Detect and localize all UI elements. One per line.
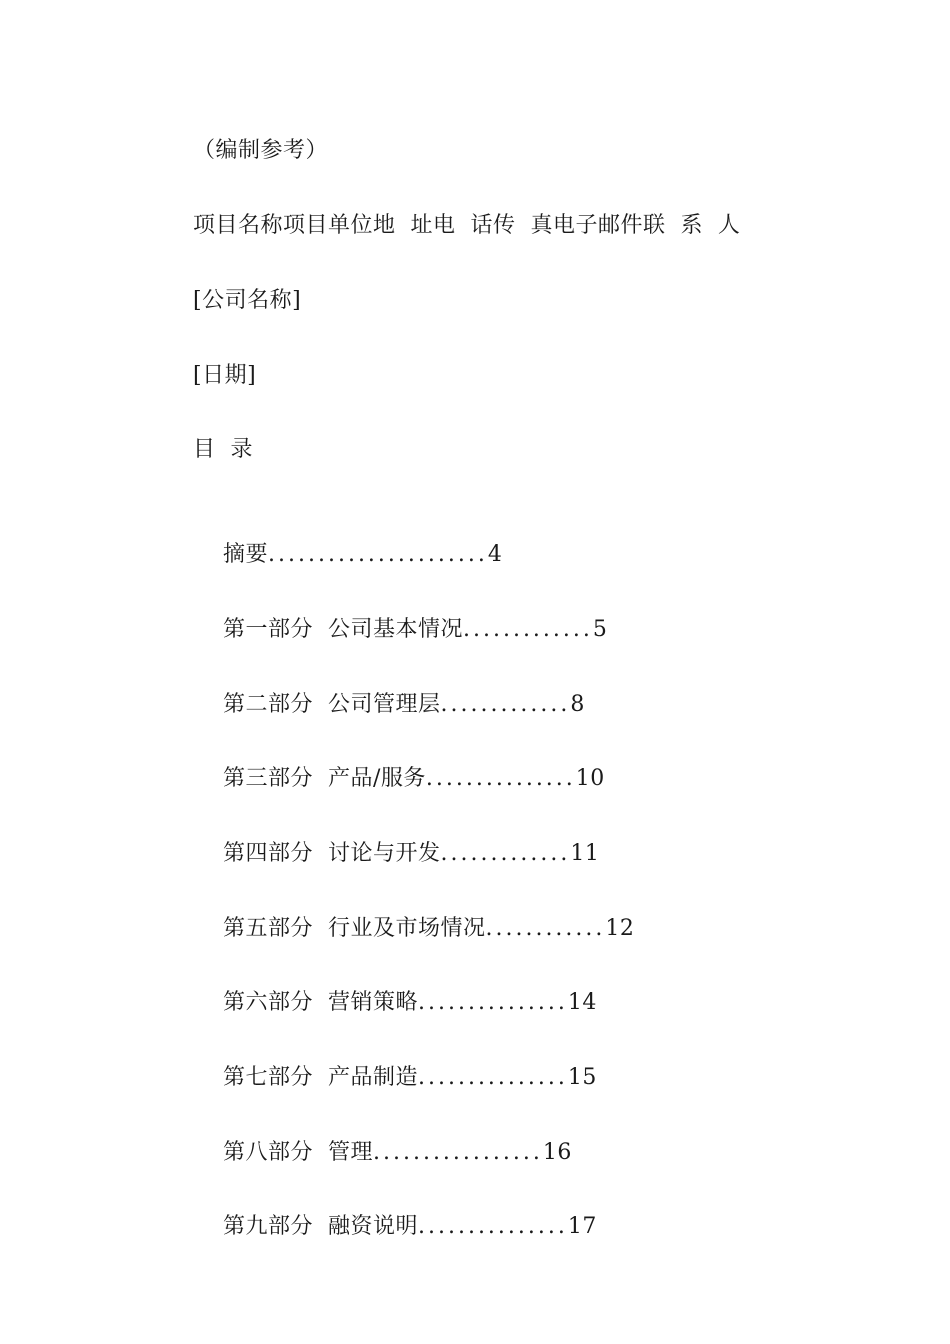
toc-entry-page: 12	[605, 916, 635, 941]
toc-entry-title: 第一部分 公司基本情况	[222, 617, 463, 642]
toc-entry-page: 5	[592, 617, 608, 642]
toc-entry-leader: ......................	[268, 542, 488, 567]
toc-entry-title: 第九部分 融资说明	[222, 1214, 418, 1239]
toc-entry-leader: ...............	[417, 1214, 568, 1239]
toc-title: 目 录	[193, 437, 253, 462]
toc-entry-page: 14	[567, 990, 597, 1015]
toc-entry-title: 第八部分 管理	[222, 1140, 373, 1165]
toc-entry-title: 第二部分 公司管理层	[222, 692, 441, 717]
toc-entry[interactable]	[193, 1182, 597, 1272]
toc-entry-leader: .............	[440, 692, 571, 717]
toc-entry-title: 第四部分 讨论与开发	[222, 841, 441, 866]
toc-entry-leader: .................	[372, 1140, 543, 1165]
toc-entry-page: 4	[487, 542, 503, 567]
toc-entry-leader: ............	[485, 916, 606, 941]
toc-entry-title: 第三部分 产品/服务	[222, 766, 426, 791]
project-fields-line: 项目名称项目单位地 址电 话传 真电子邮件联 系 人	[193, 213, 741, 238]
toc-entry-title: 第五部分 行业及市场情况	[222, 916, 486, 941]
company-name-placeholder: [公司名称]	[193, 288, 302, 313]
toc-entry-page: 17	[567, 1214, 597, 1239]
toc-entry-title: 摘要	[222, 542, 268, 567]
edit-reference-note: （编制参考）	[193, 138, 329, 163]
toc-entry-page: 15	[567, 1065, 597, 1090]
toc-entry-page: 16	[542, 1140, 572, 1165]
toc-entry-page: 10	[575, 766, 605, 791]
toc-entry-title: 第七部分 产品制造	[222, 1065, 418, 1090]
toc-entry-page: 11	[570, 841, 600, 866]
toc-entry-leader: ...............	[417, 1065, 568, 1090]
toc-entry-page: 8	[570, 692, 585, 717]
toc-entry-leader: ...............	[417, 990, 568, 1015]
toc-entry-leader: ...............	[425, 766, 576, 791]
toc-entry-leader: .............	[462, 617, 593, 642]
toc-entry-leader: .............	[440, 841, 571, 866]
toc-entry-title: 第六部分 营销策略	[222, 990, 418, 1015]
date-placeholder: [日期]	[193, 363, 257, 388]
